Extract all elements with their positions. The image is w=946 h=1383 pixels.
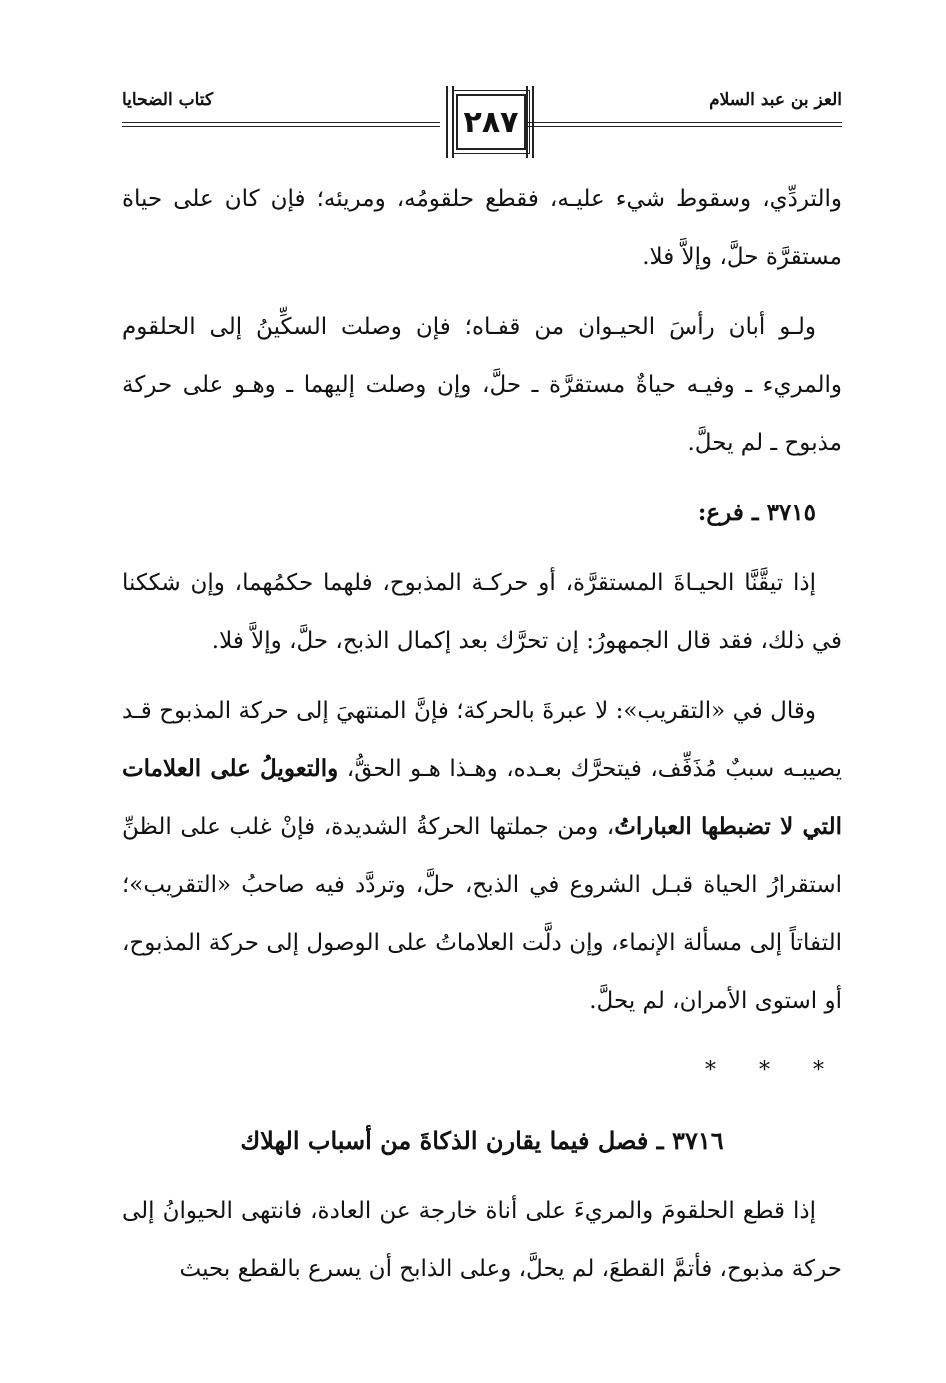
- header-rule-right: [524, 122, 842, 123]
- paragraph-1: والتردِّي، وسقوط شيء عليـه، فقطع حلقومُه، ومريئه؛ فإن كان على حياة مستقرَّة حلَّ، وإلاَّ فلا.: [122, 186, 842, 270]
- paragraph-3: إذا تيقَّنَّا الحيـاةَ المستقرَّة، أو حركـة المذبوح، فلهما حكمُهما، وإن شككنا في ذلك، فقد قال الجمهورُ: إن تحرَّك بعد إكمال الذبح، حلَّ، وإلاَّ فلا.: [122, 570, 842, 654]
- ornament-pillar-right: [526, 86, 534, 158]
- paragraph-5: إذا قطع الحلقومَ والمريءَ على أناة خارجة عن العادة، فانتهى الحيوانُ إلى حركة مذبوح، فأتمَّ القطعَ، لم يحلَّ، وعلى الذابح أن يسرع بالقطع بحيث: [122, 1198, 842, 1282]
- page-header: [122, 78, 842, 168]
- header-rule-right-2: [524, 126, 842, 127]
- subsection-heading: ٣٧١٥ ـ فرع:: [697, 499, 816, 526]
- paragraph-4-bold: والتعويلُ على العلامات التي لا تضبطها العباراتُ: [122, 755, 842, 840]
- header-rule-left-2: [122, 126, 440, 127]
- main-text: [122, 170, 842, 1310]
- ornament-pillar-left: [446, 86, 454, 158]
- header-book-title: كتاب الضحايا: [122, 90, 214, 110]
- paragraph-4-part-1: وقال في «التقريب»: لا عبرةَ بالحركة؛ فإنَّ المنتهيَ إلى حركة المذبوح قـد يصيبـه سببٌ مُذَفِّف، فيتحرَّك بعـده، وهـذا هـو الحقُّ،: [122, 698, 842, 782]
- paragraph-2: ولـو أبان رأسَ الحيـوان من قفـاه؛ فإن وصلت السكِّينُ إلى الحلقوم والمريء ـ وفيـه حياةٌ مستقرَّة ـ حلَّ، وإن وصلت إليهما ـ وهـو على حركة مذبوح ـ لم يحلَّ.: [122, 314, 842, 456]
- paragraph-4-part-2: ، ومن جملتها الحركةُ الشديدة، فإنْ غلب على الظنِّ استقرارُ الحياة قبـل الشروع في الذبح، حلَّ، وتردَّد فيه صاحبُ «التقريب»؛ التفاتاً إلى مسألة الإنماء، وإن دلَّت العلاماتُ على الوصول إلى حركة المذبوح، أو استوى الأمران، لم يحلَّ.: [122, 814, 842, 1014]
- header-rule-left: [122, 122, 440, 123]
- section-heading: ٣٧١٦ ـ فصل فيما يقارن الذكاةَ من أسباب الهلاك: [240, 1126, 724, 1155]
- header-author: العز بن عبد السلام: [709, 90, 842, 110]
- page-number-frame: [446, 86, 534, 158]
- page-number: ٢٨٧: [456, 94, 526, 150]
- section-separator: * * *: [705, 1058, 842, 1083]
- paragraph-4: [122, 682, 842, 1030]
